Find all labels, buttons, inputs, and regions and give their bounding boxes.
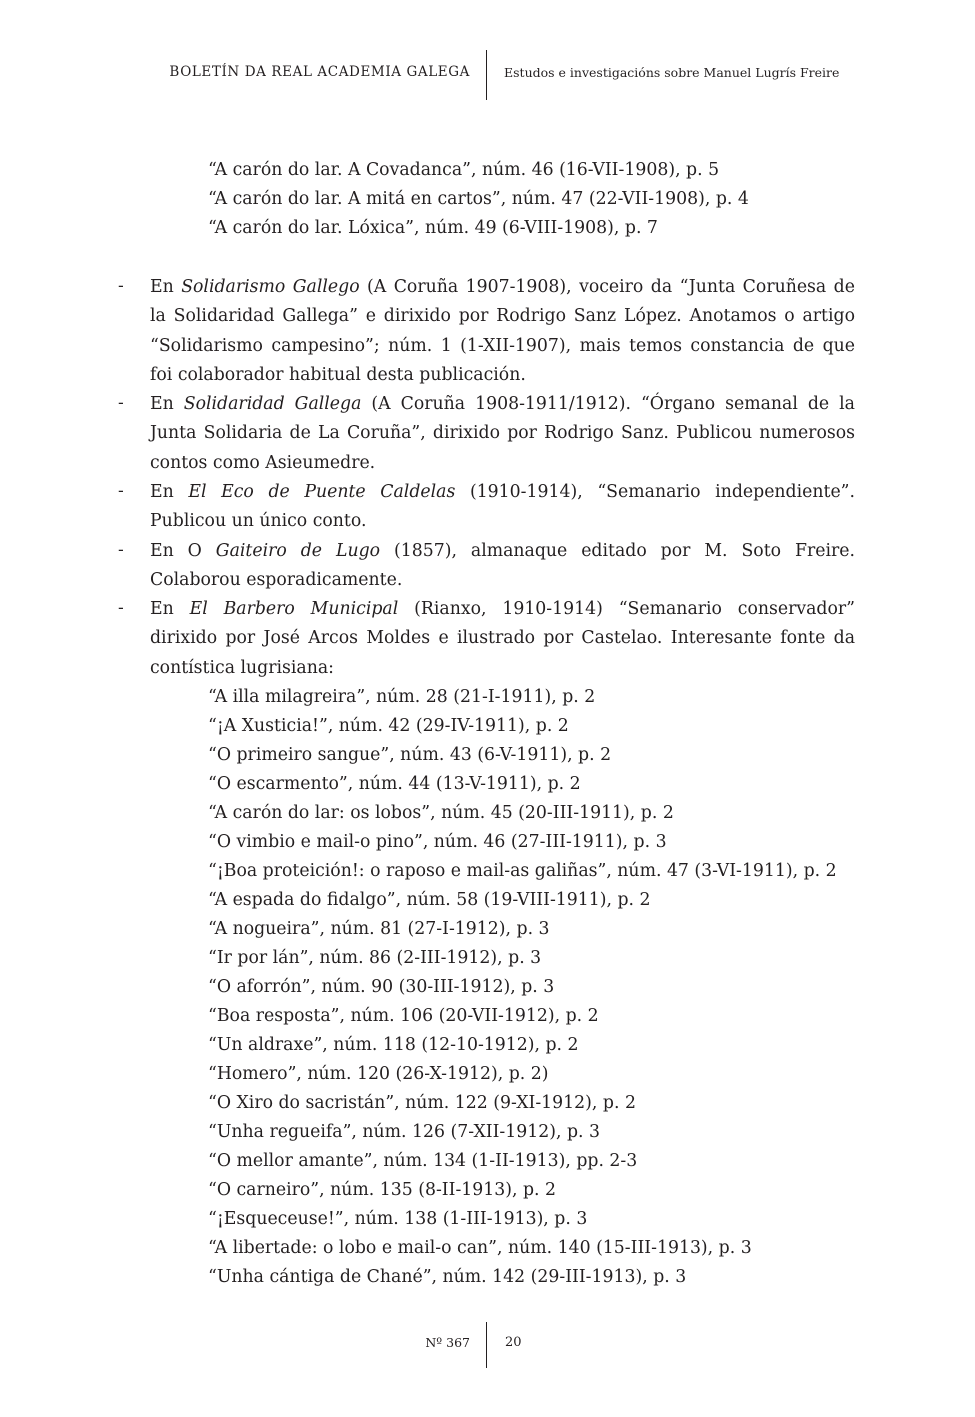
citation-line: “¡Boa proteición!: o raposo e mail-as galiñas”, núm. 47 (3-VI-1911), p. 2 <box>208 861 837 881</box>
list-item <box>150 390 855 478</box>
citation-line: “Un aldraxe”, núm. 118 (12-10-1912), p. 2 <box>208 1035 579 1055</box>
entry-text: (A Coruña 1907-1908), voceiro da “Junta Coruñesa de la Solidaridad Gallega” e dirixido por Rodrigo Sanz López. Anotamos o artigo “Solidarismo campesino”; núm. 1 (1-XII-1907), mais temos constancia de que foi colaborador habitual desta publicación. <box>150 277 855 385</box>
citation-line: “A illa milagreira”, núm. 28 (21-I-1911), p. 2 <box>208 687 596 707</box>
citation-line: “Ir por lán”, núm. 86 (2-III-1912), p. 3 <box>208 948 542 968</box>
citation-line: “O vimbio e mail-o pino”, núm. 46 (27-III-1911), p. 3 <box>208 832 667 852</box>
citation-line: “A nogueira”, núm. 81 (27-I-1912), p. 3 <box>208 919 550 939</box>
publication-title: El Eco de Puente Caldelas <box>188 482 456 502</box>
section-title: Estudos e investigacións sobre Manuel Lugrís Freire <box>504 65 840 80</box>
citation-line: “Unha regueifa”, núm. 126 (7-XII-1912), p. 3 <box>208 1122 601 1142</box>
entry-prefix: En O <box>150 541 216 561</box>
citation-line: “A espada do fidalgo”, núm. 58 (19-VIII-1911), p. 2 <box>208 890 651 910</box>
entry-text: (1910-1914), “Semanario independiente”. Publicou un único conto. <box>150 482 855 532</box>
publication-title: El Barbero Municipal <box>189 599 399 619</box>
list-item <box>150 273 855 390</box>
citation-line: “O aforrón”, núm. 90 (30-III-1912), p. 3 <box>208 977 555 997</box>
entry-text: (A Coruña 1908-1911/1912). “Órgano semanal de la Junta Solidaria de La Coruña”, dirixido por Rodrigo Sanz. Publicou numerosos contos como Asieumedre. <box>150 394 855 473</box>
entry-prefix: En <box>150 277 182 297</box>
entry-prefix: En <box>150 394 184 414</box>
list-dash: - <box>118 540 124 560</box>
list-item <box>150 478 855 537</box>
citation-line: “¡A Xusticia!”, núm. 42 (29-IV-1911), p. 2 <box>208 716 569 736</box>
citation-line: “¡Esqueceuse!”, núm. 138 (1-III-1913), p. 3 <box>208 1209 588 1229</box>
publication-title: Solidarismo Gallego <box>181 277 360 297</box>
citation-line: “Homero”, núm. 120 (26-X-1912), p. 2) <box>208 1064 549 1084</box>
publication-title: Solidaridad Gallega <box>183 394 362 414</box>
citation-line: “O carneiro”, núm. 135 (8-II-1913), p. 2 <box>208 1180 557 1200</box>
page-number: 20 <box>505 1335 522 1350</box>
list-item <box>150 595 855 683</box>
citation-line: “A libertade: o lobo e mail-o can”, núm. 140 (15-III-1913), p. 3 <box>208 1238 752 1258</box>
entry-prefix: En <box>150 482 189 502</box>
citation-line: “A carón do lar: os lobos”, núm. 45 (20-III-1911), p. 2 <box>208 803 674 823</box>
list-dash: - <box>118 481 124 501</box>
list-dash: - <box>118 393 124 413</box>
list-item <box>150 537 855 596</box>
citation-line: “O escarmento”, núm. 44 (13-V-1911), p. 2 <box>208 774 581 794</box>
citation-line: “O mellor amante”, núm. 134 (1-II-1913), pp. 2-3 <box>208 1151 638 1171</box>
entry-text: (1857), almanaque editado por M. Soto Freire. Colaborou esporadicamente. <box>150 541 855 591</box>
publication-title: Gaiteiro de Lugo <box>215 541 381 561</box>
footer-divider <box>486 1322 487 1368</box>
citation-line: “A carón do lar. Lóxica”, núm. 49 (6-VIII-1908), p. 7 <box>208 218 658 238</box>
citation-line: “Boa resposta”, núm. 106 (20-VII-1912), p. 2 <box>208 1006 599 1026</box>
citation-line: “A carón do lar. A Covadanca”, núm. 46 (16-VII-1908), p. 5 <box>208 160 720 180</box>
entry-prefix: En <box>150 599 190 619</box>
citation-line: “Unha cántiga de Chané”, núm. 142 (29-III-1913), p. 3 <box>208 1267 687 1287</box>
list-dash: - <box>118 276 124 296</box>
citation-line: “A carón do lar. A mitá en cartos”, núm. 47 (22-VII-1908), p. 4 <box>208 189 749 209</box>
citation-line: “O primeiro sangue”, núm. 43 (6-V-1911), p. 2 <box>208 745 612 765</box>
entry-text: (Rianxo, 1910-1914) “Semanario conservador” dirixido por José Arcos Moldes e ilustrado por Castelao. Interesante fonte da contística lugrisiana: <box>150 599 855 678</box>
citation-line: “O Xiro do sacristán”, núm. 122 (9-XI-1912), p. 2 <box>208 1093 636 1113</box>
list-dash: - <box>118 598 124 618</box>
journal-title: BOLETÍN DA REAL ACADEMIA GALEGA <box>169 64 470 80</box>
issue-number: Nº 367 <box>425 1335 470 1350</box>
header-divider <box>486 50 487 100</box>
